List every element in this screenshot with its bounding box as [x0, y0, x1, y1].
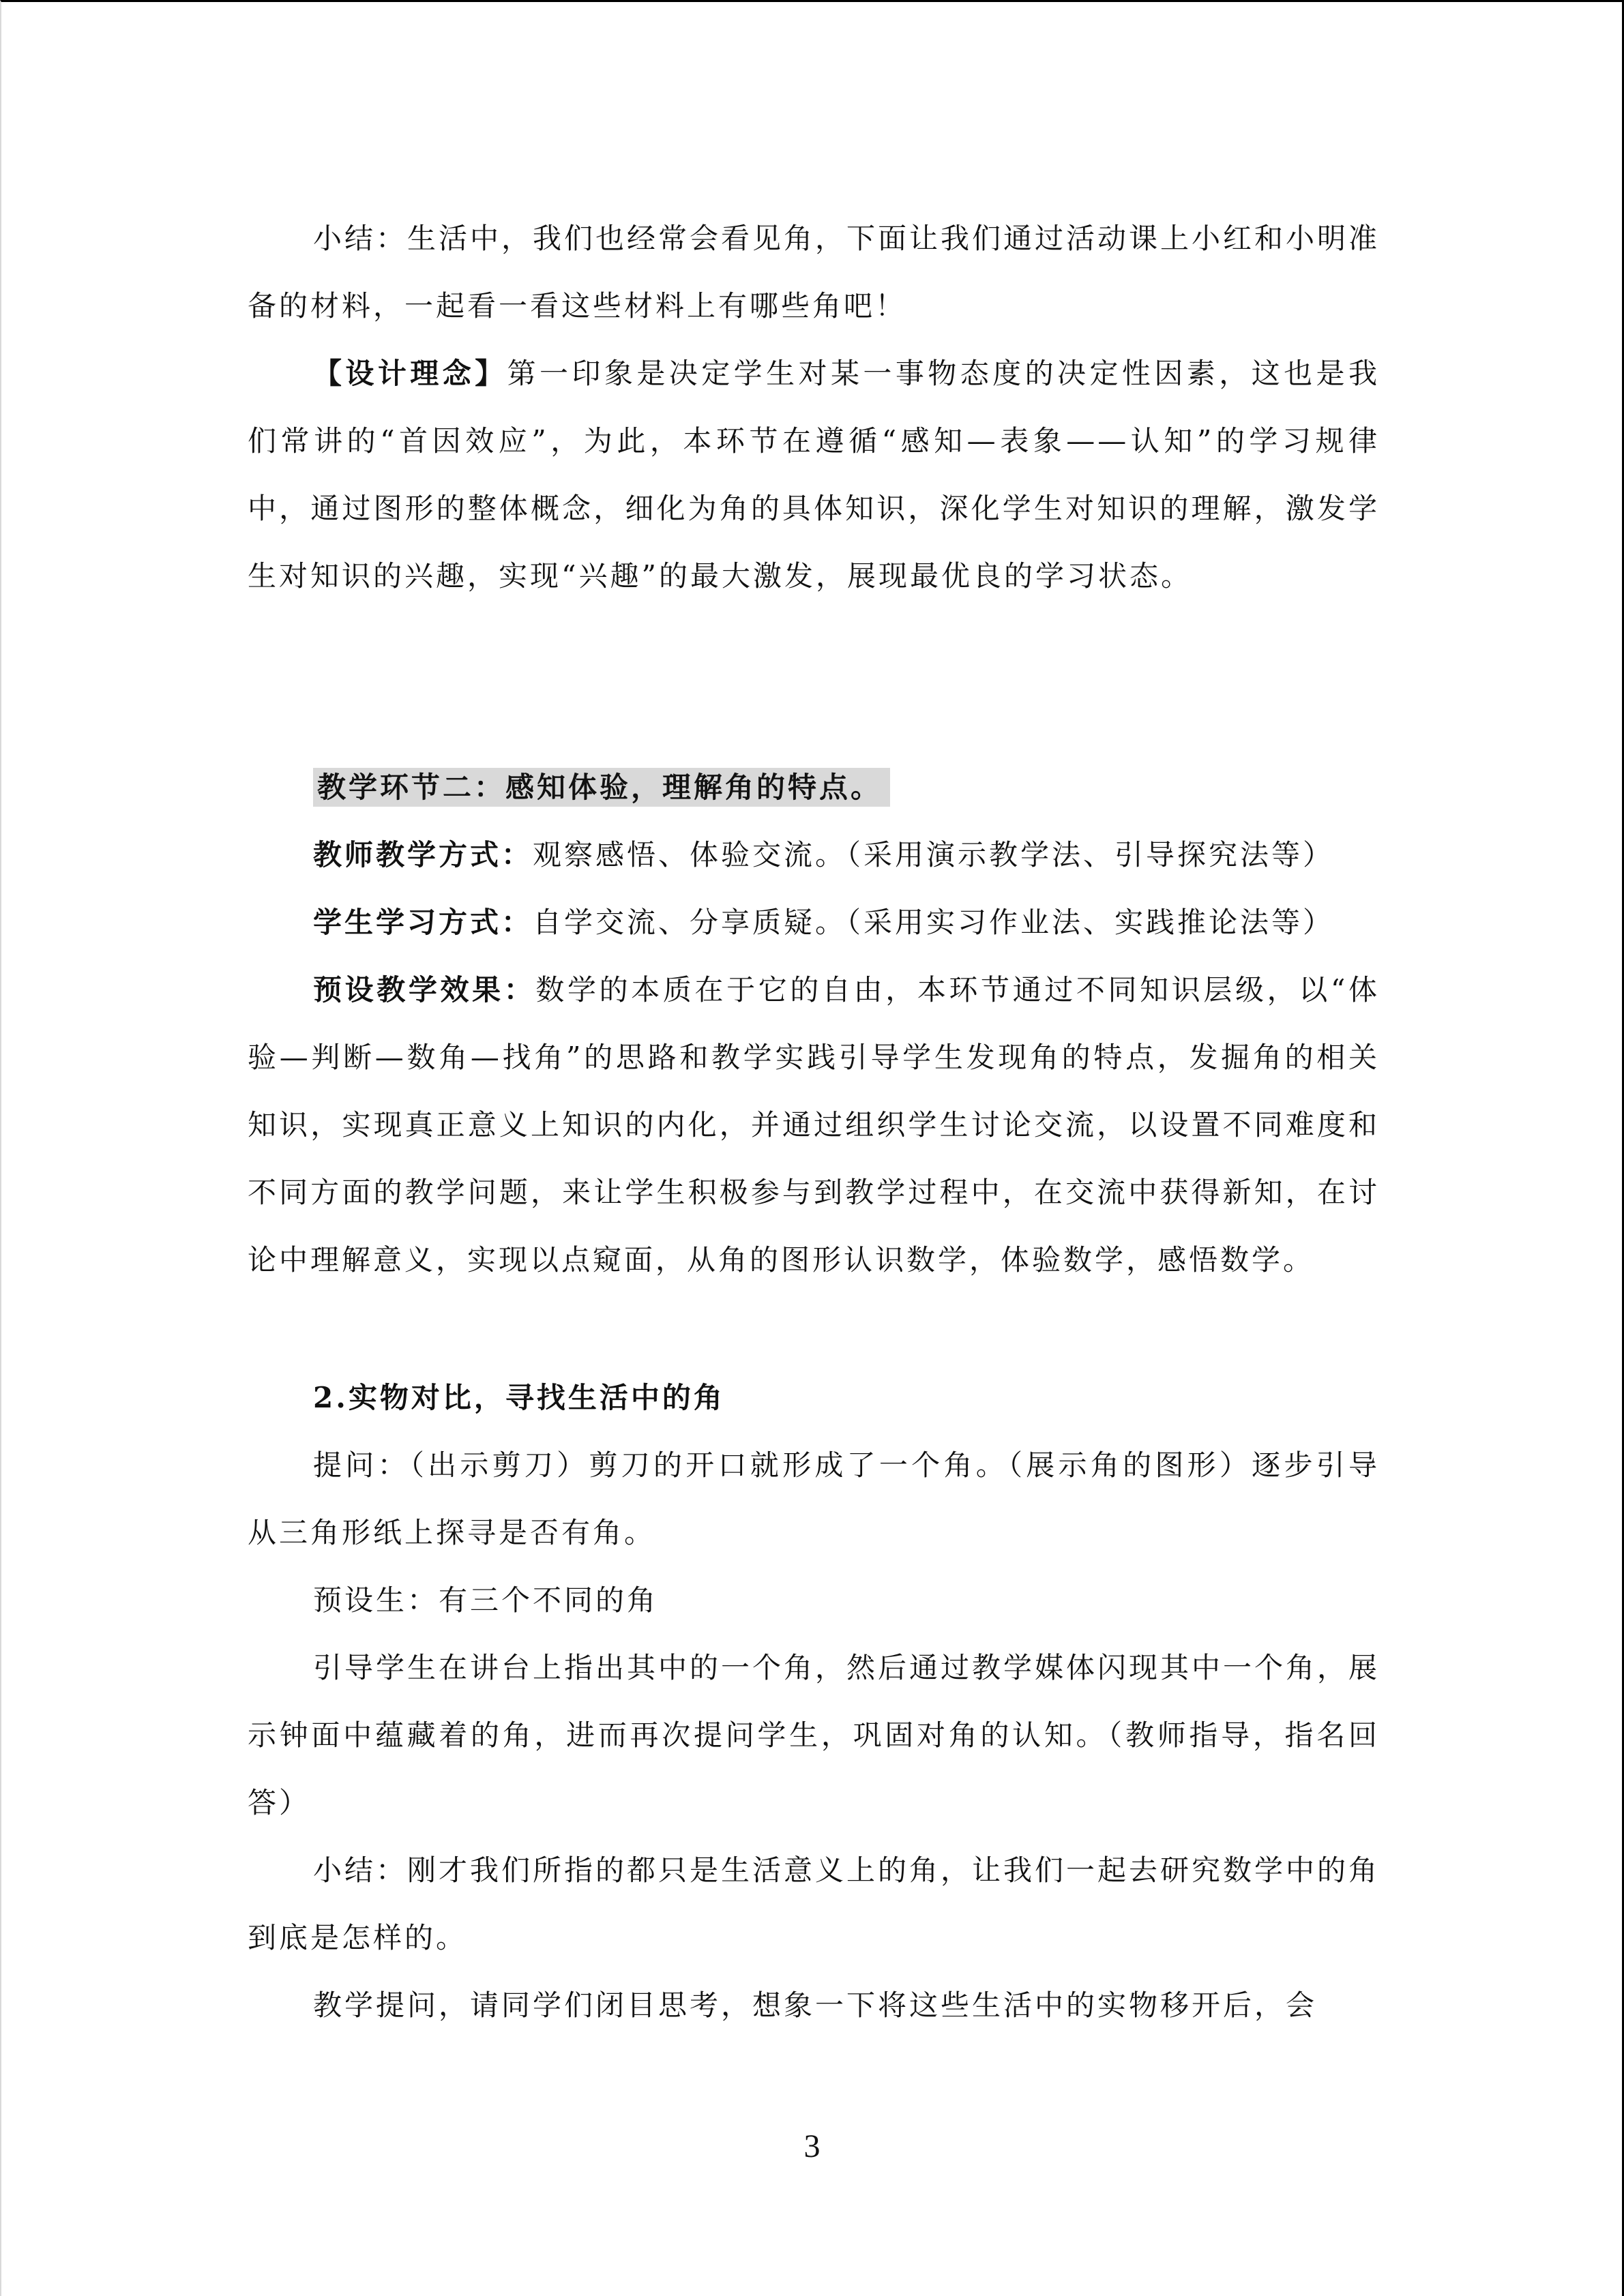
guide-paragraph: 引导学生在讲台上指出其中的一个角，然后通过教学媒体闪现其中一个角，展示钟面中蕴藏着的角，进而再次提问学生，巩固对角的认知。（教师指导，指名回答）: [248, 1651, 1381, 1819]
student-method-label: 学生学习方式：: [313, 906, 533, 939]
expected-effect-label: 预设教学效果：: [313, 973, 536, 1007]
student-method-paragraph: [248, 889, 1380, 956]
summary-paragraph-1: 小结：生活中，我们也经常会看见角，下面让我们通过活动课上小红和小明准备的材料，一起看一看这些材料上有哪些角吧！: [248, 222, 1381, 323]
summary-paragraph-2: 小结：刚才我们所指的都只是生活意义上的角，让我们一起去研究数学中的角到底是怎样的。: [248, 1853, 1381, 1954]
subheading: 2.实物对比，寻找生活中的角: [313, 1381, 725, 1414]
teacher-method-label: 教师教学方式：: [313, 838, 533, 871]
student-method-text: 自学交流、分享质疑。（采用实习作业法、实践推论法等）: [533, 906, 1335, 939]
design-concept-label: 【设计理念】: [313, 357, 507, 390]
page-number: 3: [803, 2128, 821, 2164]
design-concept-paragraph: [248, 340, 1380, 610]
expected-effect-paragraph: [248, 956, 1380, 1294]
teacher-method-paragraph: [248, 821, 1380, 889]
design-concept-text: 第一印象是决定学生对某一事物态度的决定性因素，这也是我们常讲的“首因效应”，为此，本环节在遵循“感知—表象——认知”的学习规律中，通过图形的整体概念，细化为角的具体知识，深化学生对知识的理解，激发学生对知识的兴趣，实现“兴趣”的最大激发，展现最优良的学习状态。: [248, 357, 1380, 593]
expected-effect-text: 数学的本质在于它的自由，本环节通过不同知识层级，以“体验—判断—数角—找角”的思路和教学实践引导学生发现角的特点，发掘角的相关知识，实现真正意义上知识的内化，并通过组织学生讨论交流，以设置不同难度和不同方面的教学问题，来让学生积极参与到教学过程中，在交流中获得新知，在讨论中理解意义，实现以点窥面，从角的图形认识数学，体验数学，感悟数学。: [248, 973, 1380, 1277]
question-paragraph-2: 教学提问，请同学们闭目思考，想象一下将这些生活中的实物移开后，会: [313, 1988, 1318, 2022]
section-heading-highlight: 教学环节二：感知体验，理解角的特点。: [313, 768, 890, 807]
teacher-method-text: 观察感悟、体验交流。（采用演示教学法、引导探究法等）: [533, 838, 1335, 871]
question-paragraph-1: 提问：（出示剪刀）剪刀的开口就形成了一个角。（展示角的图形）逐步引导从三角形纸上探寻是否有角。: [248, 1448, 1380, 1549]
section-heading: [248, 754, 1380, 821]
preset-answer-paragraph: 预设生：有三个不同的角: [313, 1583, 659, 1617]
